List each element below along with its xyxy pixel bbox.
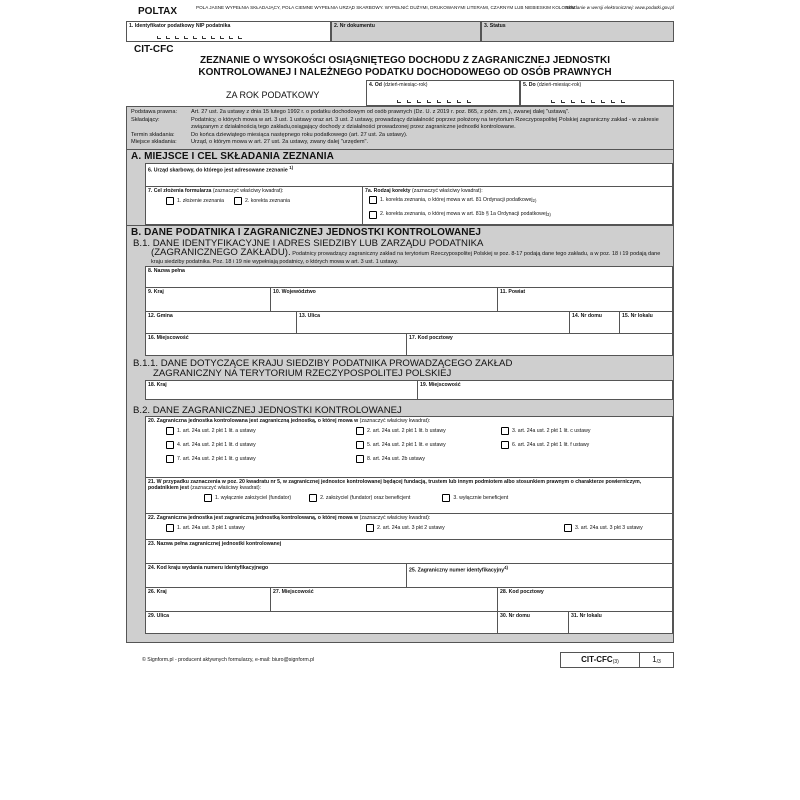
checkbox[interactable] <box>369 196 377 204</box>
checkbox[interactable] <box>501 441 509 449</box>
correction-art81b-option[interactable]: 2. korekta zeznania, o której mowa w art. 81b § 1a Ordynacji podatkowej 3) <box>369 209 551 220</box>
legal-basis: Podstawa prawna: Art. 27 ust. 2a ustawy z dnia 15 lutego 1992 r. o podatku dochodowym od osób prawnych (Dz. U. z 2019 r. poz. 865, z późn. zm.), zwanej dalej "ustawą". Składający: Podatnicy, o których mowa w art. 3 ust. 1 ustawy oraz art. 3 ust. 2 ustawy, prowadzący działalność poprzez położony na terytorium Rzeczypospolitej Polskiej zagraniczny zakład - w zakresie związanym z działalnością tego zakładu,osiągający dochody z działalności prowadzonej przez zagraniczne jednostki kontrolowane. Termin składania: Do końca dziewiątego miesiąca następnego roku podatkowego (art. 27 ust. 2a ustawy). Miejsce składania: Urząd, o którym mowa w art. 27 ust. 2a ustawy, zwany dalej "urzędem". <box>126 106 674 150</box>
cfc-type-option[interactable]: 2. art. 24a ust. 2 pkt 1 lit. b ustawy <box>356 427 501 435</box>
section-b11-title: B.1.1. DANE DOTYCZĄCE KRAJU SIEDZIBY PODATNIKA PROWADZĄCEGO ZAKŁAD ZAGRANICZNY NA TERYTORIUM RZECZYPOSPOLITEJ POLSKIEJ <box>133 357 513 380</box>
checkbox[interactable] <box>369 211 377 219</box>
purpose-submit-option[interactable]: 1. złożenie zeznania <box>166 197 224 205</box>
foreign-id-field[interactable]: 25. Zagraniczny numer identyfikacyjny$^{4)}$ <box>407 564 673 588</box>
voivodeship-field[interactable]: 10. Województwo <box>271 288 498 312</box>
country-code-field[interactable]: 24. Kod kraju wydania numeru identyfikacyjnego <box>145 564 407 588</box>
title-block <box>126 42 674 79</box>
footer-form-code: CIT-CFC (3) <box>560 652 640 668</box>
id-row <box>126 22 674 42</box>
postal-code-field[interactable]: 17. Kod pocztowy <box>407 334 673 356</box>
checkbox[interactable] <box>166 441 174 449</box>
city-field[interactable]: 16. Miejscowość <box>145 334 407 356</box>
checkbox[interactable] <box>564 524 572 532</box>
cfc-type-option[interactable]: 1. art. 24a ust. 2 pkt 1 lit. a ustawy <box>166 427 356 435</box>
checkbox[interactable] <box>166 524 174 532</box>
form-page <box>126 4 674 796</box>
electronic-info: Składanie w wersji elektronicznej: www.podatki.gov.pl <box>565 5 674 10</box>
checkbox[interactable] <box>356 427 364 435</box>
cfc-controlled-option[interactable]: 2. art. 24a ust. 3 pkt 2 ustawy <box>366 524 564 532</box>
cfc-name-field[interactable]: 23. Nazwa pełna zagranicznej jednostki kontrolowanej <box>145 540 673 564</box>
section-b1-title: B.1. DANE IDENTYFIKACYJNE I ADRES SIEDZIBY LUB ZARZĄDU PODATNIKA <box>133 237 484 249</box>
form-title-line2: KONTROLOWANEJ I NALEŻNEGO PODATKU DOCHODOWEGO OD OSÓB PRAWNYCH <box>198 67 612 78</box>
house-number-field[interactable]: 14. Nr domu <box>570 312 620 334</box>
footer <box>126 652 674 668</box>
cfc-house-number-field[interactable]: 30. Nr domu <box>498 612 569 634</box>
date-to-label: 5. Do <box>523 82 536 88</box>
form-code: CIT-CFC <box>134 44 174 55</box>
foundation-taxpayer-option[interactable]: 2. założyciel (fundator) oraz beneficjent <box>309 494 410 502</box>
checkbox[interactable] <box>166 427 174 435</box>
checkbox[interactable] <box>166 455 174 463</box>
date-to-field[interactable]: 5. Do (dzień-miesiąc-rok) <box>520 80 674 106</box>
checkbox[interactable] <box>501 427 509 435</box>
country-field[interactable]: 9. Kraj <box>145 288 271 312</box>
checkbox[interactable] <box>234 197 242 205</box>
status-field <box>481 22 674 42</box>
commune-field[interactable]: 12. Gmina <box>145 312 297 334</box>
cfc-type-option[interactable]: 8. art. 24a ust. 2b ustawy <box>356 455 501 463</box>
correction-art81-option[interactable]: 1. korekta zeznania, o której mowa w art. 81 Ordynacji podatkowej 2) <box>369 195 536 206</box>
checkbox[interactable] <box>356 455 364 463</box>
tax-year-label: ZA ROK PODATKOWY <box>226 90 320 100</box>
fill-instruction: POLA JASNE WYPEŁNIA SKŁADAJĄCY, POLA CIEMNE WYPEŁNIA URZĄD SKARBOWY. WYPEŁNIĆ DUŻYMI, DRUKOWANYMI LITERAMI, CZARNYM LUB NIEBIESKIM KOLOREM <box>196 5 576 10</box>
date-from-field[interactable]: 4. Od (dzień-miesiąc-rok) <box>366 80 520 106</box>
checkbox[interactable] <box>204 494 212 502</box>
brand: POLTAX <box>138 6 178 17</box>
form-title-line1: ZEZNANIE O WYSOKOŚCI OSIĄGNIĘTEGO DOCHODU Z ZAGRANICZNEJ JEDNOSTKI <box>199 55 611 66</box>
cfc-type-option[interactable]: 7. art. 24a ust. 2 pkt 1 lit. g ustawy <box>166 455 356 463</box>
status-label: 3. Status <box>484 23 506 29</box>
checkbox[interactable] <box>366 524 374 532</box>
footer-credit: © Signform.pl - producent aktywnych formularzy, e-mail: biuro@signform.pl <box>142 656 315 663</box>
checkbox[interactable] <box>166 197 174 205</box>
hq-country-field[interactable]: 18. Kraj <box>145 380 418 400</box>
nip-label: 1. Identyfikator podatkowy NIP podatnika <box>129 23 231 29</box>
cfc-country-field[interactable]: 26. Kraj <box>145 588 271 612</box>
cfc-city-field[interactable]: 27. Miejscowość <box>271 588 498 612</box>
cfc-controlled-option[interactable]: 3. art. 24a ust. 3 pkt 3 ustawy <box>564 524 672 532</box>
purpose-correction-option[interactable]: 2. korekta zeznania <box>234 197 290 205</box>
document-number-label: 2. Nr dokumentu <box>334 23 375 29</box>
cfc-type-option[interactable]: 5. art. 24a ust. 2 pkt 1 lit. e ustawy <box>356 441 501 449</box>
nip-ticks <box>157 36 242 39</box>
cfc-type-option[interactable]: 3. art. 24a ust. 2 pkt 1 lit. c ustawy <box>501 427 672 435</box>
street-field[interactable]: 13. Ulica <box>297 312 570 334</box>
cfc-apartment-number-field[interactable]: 31. Nr lokalu <box>569 612 673 634</box>
full-name-field[interactable]: 8. Nazwa pełna <box>145 266 673 288</box>
tax-office-field[interactable]: 6. Urząd skarbowy, do którego jest adresowane zeznanie $^{1)}$ <box>145 163 673 187</box>
cfc-type-field: 20. Zagraniczna jednostka kontrolowana jest zagraniczną jednostką, o której mowa w (zaznaczyć właściwy kwadrat): 1. art. 24a ust. 2 pkt 1 lit. a ustawy 2. art. 24a ust. 2 pkt 1 lit. b ustawy 3. art. 24a ust. 2 pkt 1 lit. c ustawy 4. art. 24a ust. 2 pkt 1 lit. d ustawy 5. art. 24a ust. 2 pkt 1 lit. e ustawy 6. art. 24a ust. 2 pkt 1 lit. f ustawy 7. art. 24a ust. 2 pkt 1 lit. g ustawy 8. art. 24a ust. 2b ustawy <box>145 416 673 478</box>
cfc-controlled-field: 22. Zagraniczna jednostka jest zagraniczną jednostką kontrolowaną, o której mowa w (zaznaczyć właściwy kwadrat): 1. art. 24a ust. 3 pkt 1 ustawy 2. art. 24a ust. 3 pkt 2 ustawy 3. art. 24a ust. 3 pkt 3 ustawy <box>145 514 673 540</box>
document-number-field <box>331 22 481 42</box>
cfc-street-field[interactable]: 29. Ulica <box>145 612 498 634</box>
foundation-taxpayer-field: 21. W przypadku zaznaczenia w poz. 20 kwadratu nr 5, w zagranicznej jednostce kontrolowanej będącej fundacją, trustem lub innym podmiotem albo stosunkiem prawnym o charakterze powierniczym, podatnikiem jest (zaznaczyć właściwy kwadrat): 1. wyłącznie założyciel (fundator) 2. założyciel (fundator) oraz beneficjent 3. wyłącznie beneficjent <box>145 478 673 514</box>
section-b2-title: B.2. DANE ZAGRANICZNEJ JEDNOSTKI KONTROLOWANEJ <box>133 404 402 416</box>
section-b-title: B. DANE PODATNIKA I ZAGRANICZNEJ JEDNOSTKI KONTROLOWANEJ <box>131 226 482 238</box>
section-b1-note: Podatnicy prowadzący zagraniczny zakład na terytorium Rzeczypospolitej Polskiej w poz. 8-17 podają dane tego zakładu, a w poz. 18 i 19 podają dane kraju siedziby podatnika. Poz. 18 i 19 nie wypełniają podatnicy, o których mowa w art. 3 ust. 1 ustawy. <box>151 250 661 265</box>
checkbox[interactable] <box>309 494 317 502</box>
nip-field[interactable] <box>126 22 331 42</box>
foundation-taxpayer-option[interactable]: 3. wyłącznie beneficjent <box>442 494 508 502</box>
cfc-postal-code-field[interactable]: 28. Kod pocztowy <box>498 588 673 612</box>
cfc-controlled-option[interactable]: 1. art. 24a ust. 3 pkt 1 ustawy <box>166 524 366 532</box>
tax-year-row <box>126 80 674 106</box>
apartment-number-field[interactable]: 15. Nr lokalu <box>620 312 673 334</box>
section-b1-title-cont: (ZAGRANICZNEGO ZAKŁADU). <box>151 246 291 258</box>
cfc-type-option[interactable]: 4. art. 24a ust. 2 pkt 1 lit. d ustawy <box>166 441 356 449</box>
foundation-taxpayer-option[interactable]: 1. wyłącznie założyciel (fundator) <box>204 494 291 502</box>
section-b <box>126 226 674 643</box>
hq-city-field[interactable]: 19. Miejscowość <box>418 380 673 400</box>
date-from-label: 4. Od <box>369 82 382 88</box>
section-a <box>126 150 674 226</box>
correction-type-field: 7a. Rodzaj korekty (zaznaczyć właściwy kwadrat): 1. korekta zeznania, o której mowa w art. 81 Ordynacji podatkowej 2) 2. korekta zeznania, o której mowa w art. 81b § 1a Ordynacji podatkowej 3) <box>363 187 673 225</box>
form-header <box>126 4 674 22</box>
section-a-title: A. MIEJSCE I CEL SKŁADANIA ZEZNANIA <box>131 150 334 162</box>
cfc-type-option[interactable]: 6. art. 24a ust. 2 pkt 1 lit. f ustawy <box>501 441 672 449</box>
form-purpose-field: 7. Cel złożenia formularza (zaznaczyć właściwy kwadrat): 1. złożenie zeznania 2. korekta zeznania <box>145 187 363 225</box>
checkbox[interactable] <box>442 494 450 502</box>
checkbox[interactable] <box>356 441 364 449</box>
footer-page-number: 1 /3 <box>640 652 674 668</box>
district-field[interactable]: 11. Powiat <box>498 288 673 312</box>
